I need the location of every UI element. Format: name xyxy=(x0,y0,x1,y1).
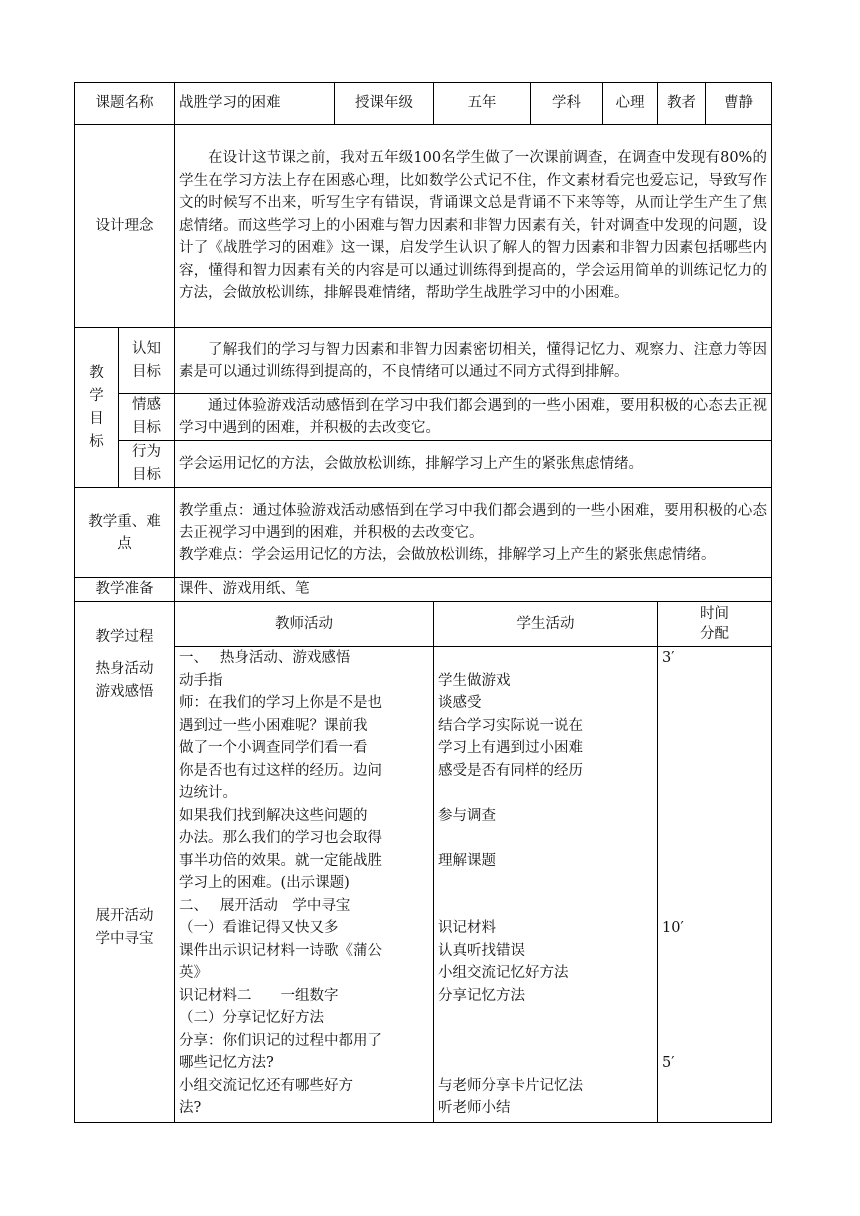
student-line xyxy=(438,872,653,895)
student-line xyxy=(438,1052,653,1075)
process-header-row xyxy=(75,602,772,647)
focus-row xyxy=(75,488,772,578)
student-line: 分享记忆方法 xyxy=(438,987,525,1004)
grade-value: 五年 xyxy=(434,83,531,125)
student-line xyxy=(438,1030,653,1053)
teacher-line: （二）分享记忆好方法 xyxy=(179,1010,324,1026)
teacher-line: （一）看谁记得又快又多 xyxy=(179,920,339,936)
student-line: 谈感受 xyxy=(438,695,482,711)
goal-cognitive-row xyxy=(75,328,772,394)
student-activity-header: 学生活动 xyxy=(434,602,658,647)
design-row xyxy=(75,125,772,328)
student-line: 结合学习实际说一说在 xyxy=(438,717,583,734)
course-label: 课题名称 xyxy=(75,83,175,125)
subject-label: 学科 xyxy=(531,83,603,125)
student-line xyxy=(438,782,653,805)
time-value: 5′ xyxy=(662,1055,675,1071)
student-line xyxy=(438,1007,653,1030)
student-activity-cell xyxy=(434,647,658,1123)
student-line xyxy=(438,895,653,918)
time-cell xyxy=(658,647,772,1123)
grade-label: 授课年级 xyxy=(335,83,434,125)
process-body-row xyxy=(75,647,772,1123)
goal-emotion-label: 情感目标 xyxy=(119,394,175,441)
goal-behavior-row xyxy=(75,441,772,488)
teacher-activity-header: 教师活动 xyxy=(175,602,434,647)
teacher-line: 法? xyxy=(179,1100,202,1116)
student-line: 小组交流记忆好方法 xyxy=(438,965,569,981)
stage2-line2: 学中寻宝 xyxy=(95,930,154,947)
teacher-line: 分享：你们识记的过程中都用了 xyxy=(179,1032,382,1049)
stage2-line1: 展开活动 xyxy=(95,908,154,924)
goal-behavior-label: 行为目标 xyxy=(119,441,175,488)
goal-cognitive-label: 认知目标 xyxy=(119,328,175,394)
teacher-line: 事半功倍的效果。就一定能战胜 xyxy=(179,852,382,869)
time-value: 3′ xyxy=(662,650,675,666)
stage1-line2: 游戏感悟 xyxy=(95,683,154,700)
teacher-line: 哪些记忆方法? xyxy=(179,1055,274,1071)
teacher-line: 做了一个小调查同学们看一看 xyxy=(179,740,368,756)
student-line: 与老师分享卡片记忆法 xyxy=(438,1077,583,1094)
student-line xyxy=(438,827,653,850)
teacher-line: 师：在我们的学习上你是不是也 xyxy=(179,695,382,711)
student-line: 认真听找错误 xyxy=(438,942,525,959)
time-value: 10′ xyxy=(662,920,684,936)
prep-label: 教学准备 xyxy=(75,578,175,602)
teacher-line: 你是否也有过这样的经历。边问 xyxy=(179,762,382,779)
process-label: 教学过程 xyxy=(95,629,154,645)
teacher-line: 课件出示识记材料一诗歌《蒲公 xyxy=(179,942,382,959)
focus-label: 教学重、难点 xyxy=(75,488,175,578)
student-line: 感受是否有同样的经历 xyxy=(438,762,583,779)
lesson-plan-table xyxy=(74,82,772,1123)
goal-behavior-text: 学会运用记忆的方法，会做放松训练，排解学习上产生的紧张焦虑情绪。 xyxy=(175,441,772,488)
focus-text xyxy=(175,488,772,578)
teacher-line: 英》 xyxy=(179,965,208,981)
student-line xyxy=(438,647,653,670)
prep-value: 课件、游戏用纸、笔 xyxy=(175,578,772,602)
goal-emotion-row xyxy=(75,394,772,441)
teacher-value: 曹静 xyxy=(706,83,772,125)
student-line: 听老师小结 xyxy=(438,1100,511,1116)
prep-row xyxy=(75,578,772,602)
goals-label: 教学目标 xyxy=(75,328,119,488)
teacher-label: 教者 xyxy=(658,83,706,125)
teacher-activity-cell xyxy=(175,647,434,1123)
subject-value: 心理 xyxy=(603,83,658,125)
teacher-line: 一、 热身活动、游戏感悟 xyxy=(179,650,351,666)
teacher-line: 识记材料二 一组数字 xyxy=(179,987,339,1004)
goal-emotion-text: 通过体验游戏活动感悟到在学习中我们都会遇到的一些小困难，要用积极的心态去正视学习中遇到的困难，并积极的去改变它。 xyxy=(175,394,772,441)
teacher-line: 如果我们找到解决这些问题的 xyxy=(179,807,368,824)
design-label: 设计理念 xyxy=(75,125,175,328)
teacher-line: 动手指 xyxy=(179,672,223,689)
teacher-line: 学习上的困难。(出示课题) xyxy=(179,875,350,891)
student-line: 理解课题 xyxy=(438,852,496,869)
key-point: 教学重点：通过体验游戏活动感悟到在学习中我们都会遇到的一些小困难，要用积极的心态去正视学习中遇到的困难，并积极的去改变它。 xyxy=(179,502,767,541)
teacher-line: 办法。那么我们的学习也会取得 xyxy=(179,830,382,846)
process-stage-column xyxy=(75,602,175,1123)
course-value: 战胜学习的困难 xyxy=(175,83,335,125)
student-line: 学习上有遇到过小困难 xyxy=(438,740,583,756)
header-row xyxy=(75,83,772,125)
stage1-line1: 热身活动 xyxy=(95,661,154,677)
difficult-point: 教学难点：学会运用记忆的方法，会做放松训练，排解学习上产生的紧张焦虑情绪。 xyxy=(179,546,716,563)
time-header: 时间 分配 xyxy=(658,602,772,647)
student-line: 参与调查 xyxy=(438,807,496,824)
student-line: 学生做游戏 xyxy=(438,672,511,689)
student-line: 识记材料 xyxy=(438,920,496,936)
lesson-plan-document xyxy=(74,82,771,1123)
teacher-line: 遇到过一些小困难呢？课前我 xyxy=(179,717,368,734)
teacher-line: 小组交流记忆还有哪些好方 xyxy=(179,1077,353,1094)
goal-cognitive-text: 了解我们的学习与智力因素和非智力因素密切相关，懂得记忆力、观察力、注意力等因素是可以通过训练得到提高的，不良情绪可以通过不同方式得到排解。 xyxy=(175,328,772,394)
teacher-line: 二、 展开活动 学中寻宝 xyxy=(179,897,351,914)
teacher-line: 边统计。 xyxy=(179,785,237,801)
design-text: 在设计这节课之前，我对五年级100名学生做了一次课前调查，在调查中发现有80%的学生在学习方法上存在困惑心理，比如数学公式记不住，作文素材看完也爱忘记，导致写作文的时候写不出来，听写生字有错误，背诵课文总是背诵不下来等等，从而让学生产生了焦虑情绪。而这些学习上的小困难与智力因素和非智力因素有关，针对调查中发现的问题，设计了《战胜学习的困难》这一课，启发学生认识了解人的智力因素和非智力因素包括哪些内容，懂得和智力因素有关的内容是可以通过训练得到提高的，学会运用简单的训练记忆力的方法，会做放松训练，排解畏难情绪，帮助学生战胜学习中的小困难。 xyxy=(175,125,772,328)
